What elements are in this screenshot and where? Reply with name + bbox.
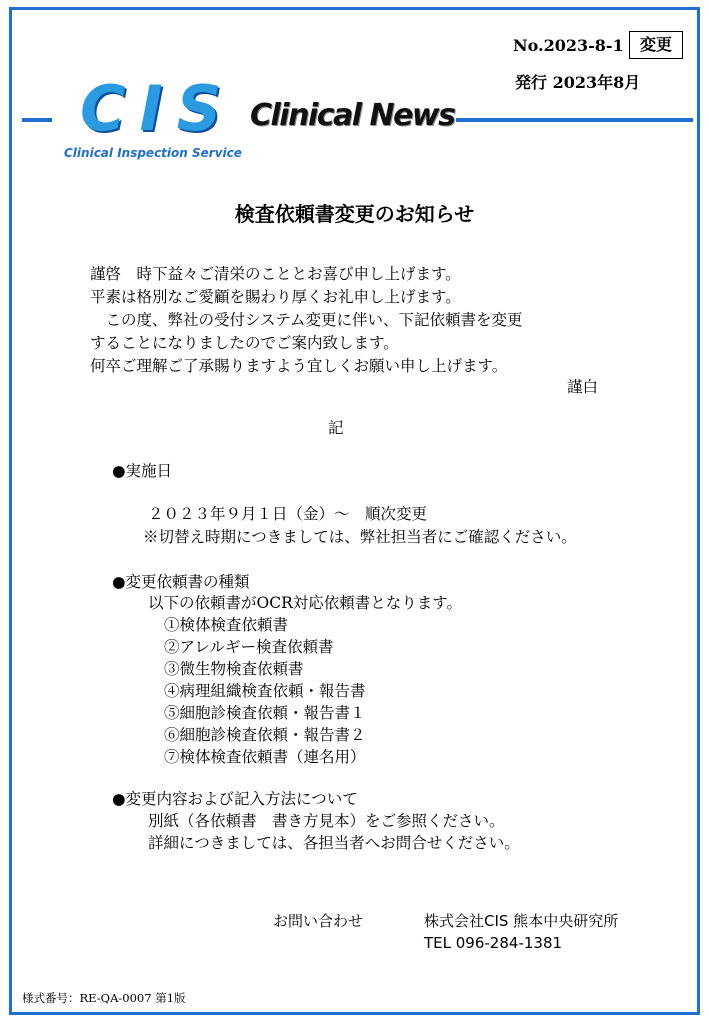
form-item: ②アレルギー検査依頼書 (164, 638, 334, 656)
cis-logo: CIS (80, 72, 236, 145)
greeting-line: することになりましたのでご案内致します。 (90, 334, 399, 352)
page-title: 検査依頼書変更のお知らせ (234, 202, 475, 226)
form-item: ④病理組織検査依頼・報告書 (164, 682, 366, 700)
form-number: 様式番号：RE-QA-0007 第1版 (22, 991, 186, 1005)
implementation-date: ２０２３年９月１日（金）～ 順次変更 (148, 505, 428, 523)
ki-heading: 記 (328, 419, 344, 437)
form-item: ⑦検体検査依頼書（連名用） (164, 748, 366, 766)
greeting-line: 何卒ご理解ご了承賜りますよう宜しくお願い申し上げます。 (90, 357, 508, 375)
change-badge: 変更 (629, 31, 683, 59)
greeting-line: 平素は格別なご愛顧を賜わり厚くお礼申し上げます。 (90, 288, 461, 306)
contact-label: お問い合わせ (273, 912, 364, 930)
greeting-line: この度、弊社の受付システム変更に伴い、下記依頼書を変更 (90, 311, 523, 329)
header-rule-left (22, 118, 52, 122)
implementation-note: ※切替え時期につきましては、弊社担当者にご確認ください。 (143, 528, 577, 546)
form-item: ①検体検査依頼書 (164, 616, 289, 634)
forms-heading: ●変更依頼書の種類 (112, 573, 250, 591)
logo-subtitle: Clinical Inspection Service (64, 146, 242, 160)
document-number: No.2023-8-1 (513, 36, 624, 55)
header-rule-right (456, 118, 693, 122)
form-item: ⑥細胞診検査依頼・報告書２ (164, 726, 366, 744)
changes-inquiry: 詳細につきましては、各担当者へお問合せください。 (148, 834, 520, 852)
greeting-line: 謹啓 時下益々ご清栄のこととお喜び申し上げます。 (90, 265, 461, 283)
form-item: ③微生物検査依頼書 (164, 660, 304, 678)
contact-company: 株式会社CIS 熊本中央研究所 (424, 912, 619, 930)
form-item: ⑤細胞診検査依頼・報告書１ (164, 704, 366, 722)
changes-reference: 別紙（各依頼書 書き方見本）をご参照ください。 (148, 812, 505, 830)
changes-heading: ●変更内容および記入方法について (112, 790, 358, 808)
implementation-heading: ●実施日 (112, 462, 173, 480)
contact-phone: TEL 096-284-1381 (424, 934, 563, 952)
forms-intro: 以下の依頼書がOCR対応依頼書となります。 (148, 594, 462, 612)
issue-date: 発行 2023年8月 (515, 73, 641, 92)
closing-word: 謹白 (567, 378, 599, 396)
newsletter-name: Clinical News (250, 98, 455, 133)
